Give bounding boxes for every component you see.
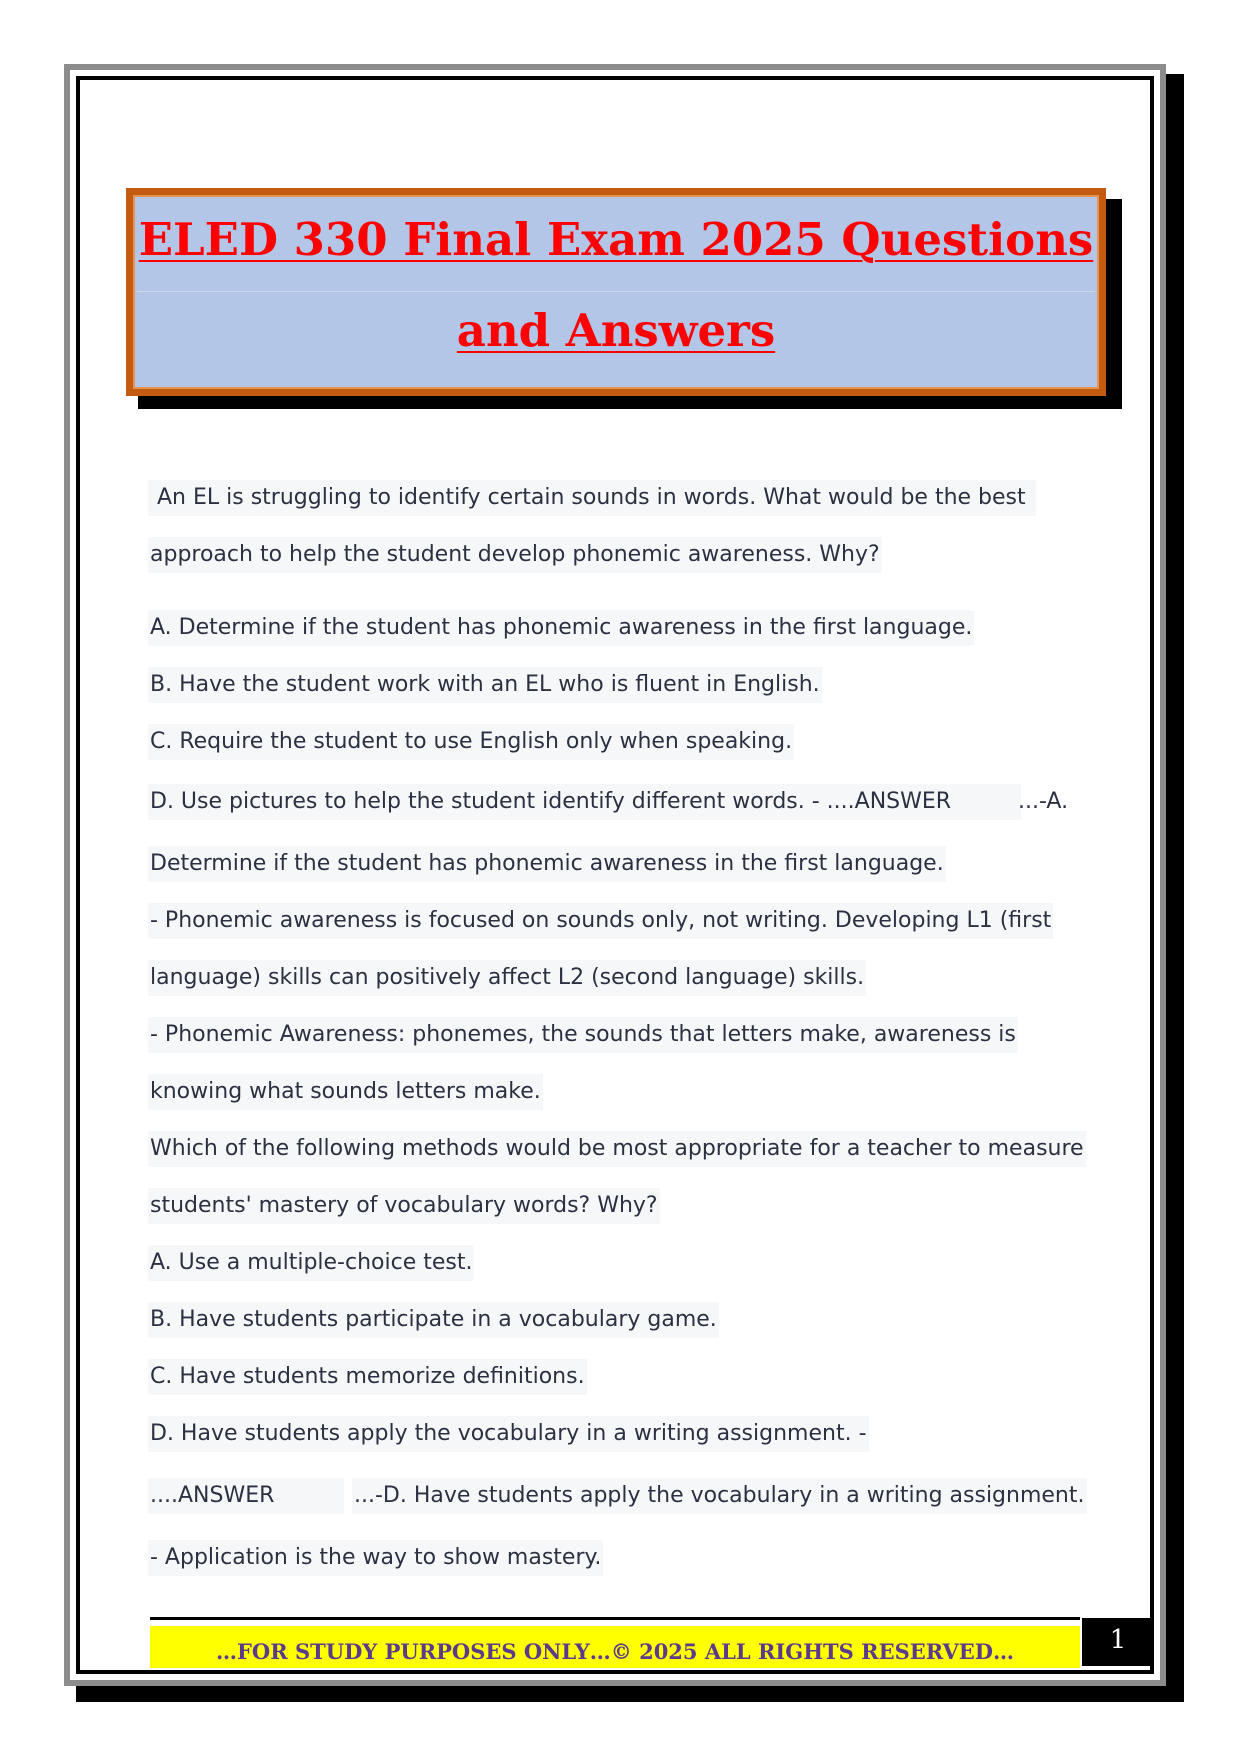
question-2-option-b: B. Have students participate in a vocabulary game. — [148, 1302, 719, 1338]
footer-rule — [150, 1617, 1080, 1620]
title-separator — [137, 291, 1095, 292]
question-1-line-2: approach to help the student develop phonemic awareness. Why? — [148, 537, 882, 573]
title-line-2: and Answers — [456, 304, 776, 357]
question-2-line-2: students' mastery of vocabulary words? Why? — [148, 1188, 660, 1224]
footer-notice: …FOR STUDY PURPOSES ONLY…© 2025 ALL RIGHTS RESERVED… — [150, 1626, 1080, 1668]
page-number: 1 — [1082, 1618, 1154, 1666]
answer-2-text: ...-D. Have students apply the vocabulary in a writing assignment. — [352, 1478, 1087, 1514]
answer-1-text: Determine if the student has phonemic awareness in the first language. — [148, 846, 946, 882]
explanation-2-line-1: - Application is the way to show mastery. — [148, 1540, 603, 1576]
answer-2-marker: ....ANSWER — [148, 1478, 344, 1514]
explanation-1-line-4: knowing what sounds letters make. — [148, 1074, 543, 1110]
title-box — [126, 188, 1106, 396]
explanation-1-line-2: language) skills can positively affect L2 (second language) skills. — [148, 960, 866, 996]
question-1-option-d: D. Use pictures to help the student identify different words. - ....ANSWER — [148, 784, 1021, 820]
title-line-1: ELED 330 Final Exam 2025 Questions — [138, 213, 1094, 266]
question-2-option-a: A. Use a multiple-choice test. — [148, 1245, 474, 1281]
explanation-1-line-1: - Phonemic awareness is focused on sounds only, not writing. Developing L1 (first — [148, 903, 1053, 939]
question-1-line-1: An EL is struggling to identify certain sounds in words. What would be the best — [148, 480, 1036, 516]
question-1-option-b: B. Have the student work with an EL who is fluent in English. — [148, 667, 822, 703]
explanation-1-line-3: - Phonemic Awareness: phonemes, the sounds that letters make, awareness is — [148, 1017, 1018, 1053]
question-2-line-1: Which of the following methods would be most appropriate for a teacher to measure — [148, 1131, 1086, 1167]
question-1-option-a: A. Determine if the student has phonemic awareness in the first language. — [148, 610, 974, 646]
question-2-option-c: C. Have students memorize definitions. — [148, 1359, 587, 1395]
question-1-option-c: C. Require the student to use English only when speaking. — [148, 724, 794, 760]
answer-1-marker: ...-A. — [1018, 789, 1069, 814]
question-2-option-d: D. Have students apply the vocabulary in a writing assignment. - — [148, 1416, 869, 1452]
